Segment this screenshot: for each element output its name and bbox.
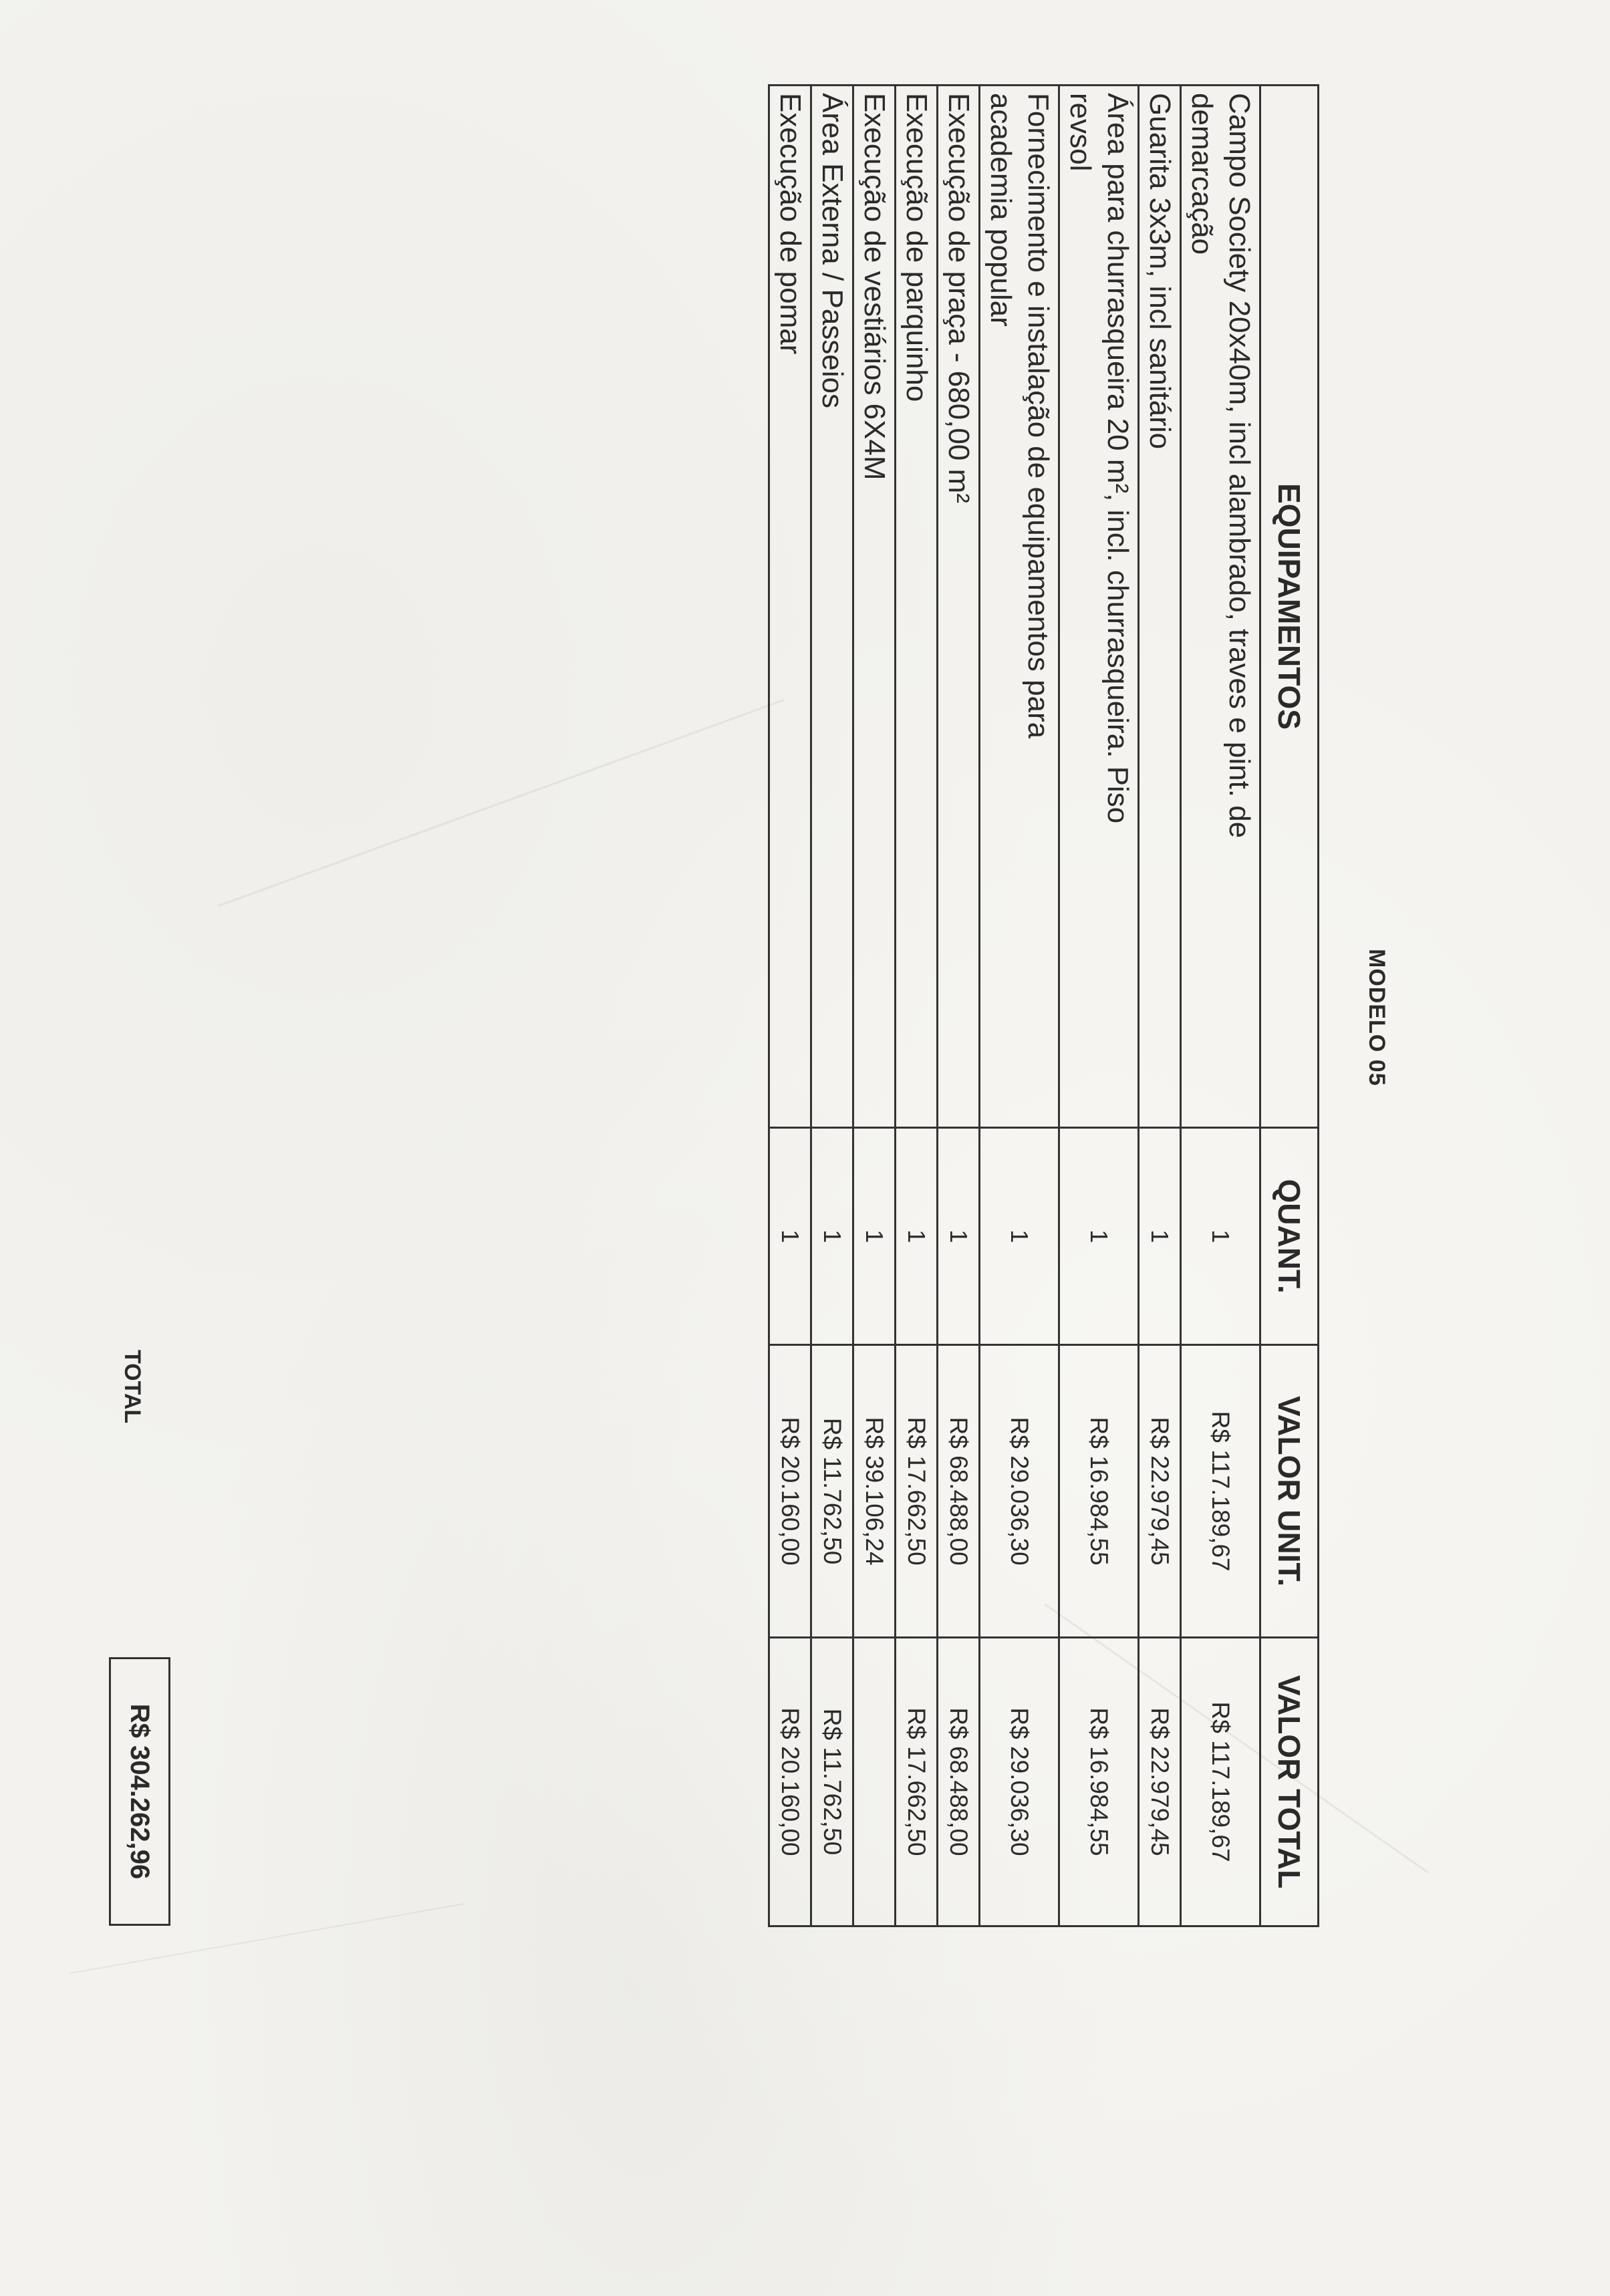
row-quantity: 1 <box>769 1128 811 1345</box>
row-description-line: demarcação <box>1186 93 1218 255</box>
row-quantity: 1 <box>811 1128 853 1345</box>
row-quantity: 1 <box>1059 1128 1139 1345</box>
table-row <box>1139 86 1181 1926</box>
row-description <box>811 86 853 1128</box>
row-description <box>769 86 811 1128</box>
header-quantity: QUANT. <box>1260 1128 1319 1345</box>
table-body <box>769 86 1260 1926</box>
equipment-table <box>768 84 1319 1927</box>
row-description-line: Execução de pomar <box>774 93 807 355</box>
row-description-line: Campo Society 20x40m, incl alambrado, traves e pint. de <box>1223 93 1256 839</box>
row-description <box>1139 86 1181 1128</box>
row-description-line: revsol <box>1064 93 1097 172</box>
row-description-line: Área para churrasqueira 20 m², incl. churrasqueira. Piso <box>1101 93 1134 824</box>
document-title: MODELO 05 <box>1364 949 1389 1087</box>
row-description <box>980 86 1059 1128</box>
table-row <box>980 86 1059 1926</box>
header-total-value: VALOR TOTAL <box>1260 1638 1319 1926</box>
row-description-line: Execução de vestiários 6X4M <box>858 93 891 480</box>
row-quantity: 1 <box>1181 1128 1260 1345</box>
row-total-value: R$ 11.762,50 <box>811 1638 853 1926</box>
row-description <box>1059 86 1139 1128</box>
row-quantity: 1 <box>938 1128 980 1345</box>
grand-total-box <box>109 1657 170 1926</box>
row-unit-value: R$ 22.979,45 <box>1139 1345 1181 1638</box>
row-description-line: Área Externa / Passeios <box>816 93 849 409</box>
grand-total-value: R$ 304.262,96 <box>125 1703 155 1880</box>
row-total-value: R$ 22.979,45 <box>1139 1638 1181 1926</box>
row-description-line: Fornecimento e instalação de equipamentos para <box>1022 93 1055 739</box>
row-unit-value: R$ 29.036,30 <box>980 1345 1059 1638</box>
row-quantity: 1 <box>853 1128 896 1345</box>
row-total-value: R$ 20.160,00 <box>769 1638 811 1926</box>
header-unit-value: VALOR UNIT. <box>1260 1345 1319 1638</box>
row-total-value: R$ 29.036,30 <box>980 1638 1059 1926</box>
row-unit-value: R$ 17.662,50 <box>896 1345 938 1638</box>
row-description-line: Execução de praça - 680,00 m² <box>942 93 975 503</box>
header-description: EQUIPAMENTOS <box>1260 86 1319 1128</box>
table-row <box>938 86 980 1926</box>
row-unit-value: R$ 20.160,00 <box>769 1345 811 1638</box>
row-total-value: R$ 16.984,55 <box>1059 1638 1139 1926</box>
table-row <box>811 86 853 1926</box>
row-unit-value: R$ 68.488,00 <box>938 1345 980 1638</box>
row-description <box>938 86 980 1128</box>
table-row <box>1059 86 1139 1926</box>
row-total-value <box>853 1638 896 1926</box>
row-unit-value: R$ 117.189,67 <box>1181 1345 1260 1638</box>
row-description-line: Execução de parquinho <box>900 93 933 402</box>
row-description <box>896 86 938 1128</box>
row-unit-value: R$ 39.106,24 <box>853 1345 896 1638</box>
row-unit-value: R$ 11.762,50 <box>811 1345 853 1638</box>
row-description <box>853 86 896 1128</box>
row-quantity: 1 <box>1139 1128 1181 1345</box>
table-row <box>853 86 896 1926</box>
total-label: TOTAL <box>120 1350 145 1424</box>
row-description <box>1181 86 1260 1128</box>
row-description-line: academia popular <box>984 93 1017 327</box>
row-description-line: Guarita 3x3m, incl sanitário <box>1144 93 1176 450</box>
table-row <box>769 86 811 1926</box>
row-quantity: 1 <box>980 1128 1059 1345</box>
row-total-value: R$ 17.662,50 <box>896 1638 938 1926</box>
row-total-value: R$ 68.488,00 <box>938 1638 980 1926</box>
table-row <box>896 86 938 1926</box>
table-header-row <box>1260 86 1319 1926</box>
row-quantity: 1 <box>896 1128 938 1345</box>
row-total-value: R$ 117.189,67 <box>1181 1638 1260 1926</box>
table-row <box>1181 86 1260 1926</box>
row-unit-value: R$ 16.984,55 <box>1059 1345 1139 1638</box>
